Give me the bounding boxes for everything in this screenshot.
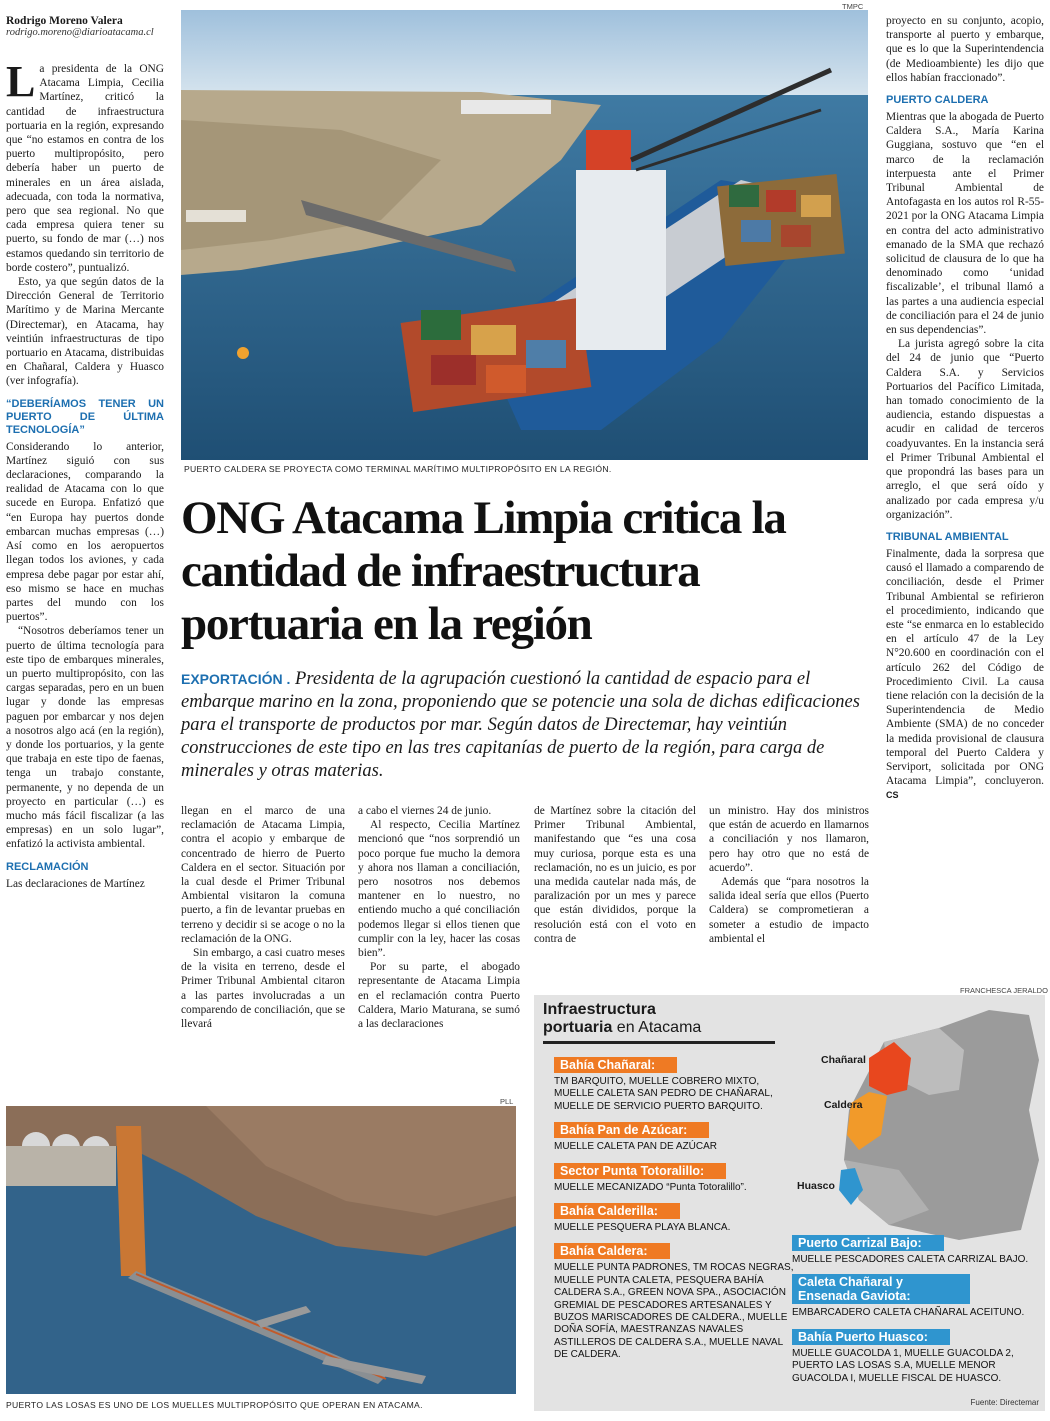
port-title: Bahía Puerto Huasco: (792, 1329, 950, 1345)
paragraph: Sin embargo, a casi cuatro meses de la visita en terreno, desde el Primer Tribunal Ambiental citaron a las partes involucradas a un comparendo de conciliación, que se llevará (181, 947, 345, 1031)
port-title: Sector Punta Totoralillo: (554, 1163, 726, 1179)
map-label-huasco: Huasco (797, 1180, 835, 1192)
article-column-3 (358, 804, 520, 1031)
port-text: MUELLE PESQUERA PLAYA BLANCA. (554, 1222, 731, 1234)
lead-text: Presidenta de la agrupación cuestionó la cantidad de espacio para el embarque marino en la zona, proponiendo que se potencie una sola de dichas edificaciones para el transporte de productos por mar. Según datos de Directemar, hay veintiún construcciones de este tipo en las tres capitanías de puerto de la región, para carga de minerales y otras materias. (181, 669, 860, 781)
infographic-right-list (792, 1234, 1032, 1393)
infographic (534, 995, 1045, 1411)
infographic-source: Fuente: Directemar (970, 1398, 1039, 1407)
paragraph: de Martínez sobre la citación del Primer Tribunal Ambiental, manifestando que “es una cosa muy curiosa, porque esta es una reclamación, no es un juicio, es por una medida cautelar nada más, de paralización por un mes y parece que están divididos, porque la resolución está con el voto en contra de (534, 805, 696, 945)
photo-puerto-caldera (181, 10, 868, 460)
map-label-caldera: Caldera (824, 1099, 863, 1111)
subheading: RECLAMACIÓN (6, 860, 89, 873)
paragraph: “Nosotros deberíamos tener un puerto de última tecnología para este tipo de embarques minerales, un puerto multipropósito, con las cargas separadas, pero en un buen lugar y donde las empresas paguen por embarcar y nos dejen a nosotros algo acá (en la región), y donde los portuarios, y la gente que trabaja en este tipo de faenas, tenga un trabajo constante, permanente, y no dependa de un proyecto en particular (…) es mucho más fácil fiscalizar (a las empresas) en un solo lugar”, enfatizó la activista ambiental. (6, 625, 164, 851)
drop-cap: L (6, 57, 36, 106)
paragraph: La jurista agregó sobre la cita del 24 de junio que “Puerto Caldera S.A. y Servicios Portuarios del Pacífico Limitada, han tomado conocimiento de la audiencia, estando dispuestas a acudir en calidad de terceros coadyuvantes. En la instancia será el Primer Tribunal Ambiental el que propondrá las bases para un arreglo, el que será oído y analizado por cada empresa y/u organización”. (886, 338, 1044, 521)
paragraph: Las declaraciones de Martínez (6, 877, 145, 890)
port-block-caleta-chanaral (792, 1274, 1032, 1319)
ship-photo-illustration (181, 10, 868, 460)
paragraph: Finalmente, dada la sorpresa que causó el llamado a comparendo de conciliación, desde el Primer Tribunal Ambiental se refirieron el procedimiento, indicando que este “se enmarca en lo establecido en el artículo 47 de la Ley N°20.600 en coordinación con el artículo 262 del Código de Procedimiento Civil. La causa tiene relación con la decisión de la Superintendencia de Medio Ambiente (SMA) de no conceder la medida provisional de clausura temporal del Puerto Caldera y Serviport, solicitada por ONG Atacama Limpia”, concluyeron. CS (886, 547, 1044, 801)
photo-credit: TMPC (842, 2, 864, 11)
atacama-map (789, 1000, 1045, 1240)
photo-caption: PUERTO LAS LOSAS ES UNO DE LOS MUELLES MULTIPROPÓSITO QUE OPERAN EN ATACAMA. (6, 1400, 423, 1410)
port-title: Bahía Pan de Azúcar: (554, 1122, 709, 1138)
port-text: MUELLE MECANIZADO “Punta Totoralillo”. (554, 1181, 747, 1193)
paragraph: proyecto en su conjunto, acopio, transporte al puerto y embarque, que es lo que la Superintendencia (de Medioambiente) les dijo que ellos habían fraccionado”. (886, 15, 1044, 84)
byline (6, 15, 166, 38)
port-text: MUELLE PUNTA PADRONES, TM ROCAS NEGRAS, MUELLE PUNTA CALETA, PESQUERA BAHÍA CALDERA S.A., GREEN NOVA SPA., ASOCIACIÓN GREMIAL DE PESCADORES ARTESANALES Y BUZOS MARISCADORES DE CALDERA., MUELLE DOÑA SOFÍA, MAESTRANZAS NAVALES ASTILLEROS DE CALDERA S.A., MUELLE NAVAL DE CALDERA. (554, 1262, 794, 1361)
port-block-punta-totoralillo (554, 1162, 794, 1194)
port-text: MUELLE CALETA PAN DE AZÚCAR (554, 1141, 718, 1153)
paragraph: Al respecto, Cecilia Martínez mencionó que “nos sorprendió un poco porque fue mucho la demora y ahora nos llaman a conciliación, pero nosotros nos debemos mantener en lo nuestro, no entiendo mucho a qué conciliación podemos llegar si ellos tienen que cumplir con la ley, hacer las cosas bien”. (358, 819, 520, 960)
infographic-left-list (554, 1056, 794, 1370)
article-column-4 (534, 804, 696, 946)
author-email[interactable]: rodrigo.moreno@diarioatacama.cl (6, 27, 154, 38)
end-mark: CS (886, 790, 899, 801)
author-name: Rodrigo Moreno Valera (6, 15, 123, 27)
map-label-chanaral: Chañaral (821, 1054, 866, 1066)
photo-puerto-las-losas (6, 1106, 516, 1394)
port-block-bahia-caldera (554, 1242, 794, 1361)
paragraph: a cabo el viernes 24 de junio. (358, 805, 492, 817)
infographic-title: Infraestructura portuaria en Atacama (543, 1001, 788, 1044)
paragraph: Considerando lo anterior, Martínez siguió con sus declaraciones, comparando la realidad de Atacama con lo que sucede en Europa. Enfatizó que “en Europa hay puertos donde embarcan muchas empresas (…) Así como en los aeropuertos llegan todos los aviones, y cada empresa debe pagar por estar ahí, eso mismo se hace en muchas partes del mundo con los puertos”. (6, 440, 164, 624)
article-column-2 (181, 804, 345, 1031)
subheading: PUERTO CALDERA (886, 94, 989, 107)
paragraph: Además que “para nosotros la salida ideal sería que ellos (Puerto Caldera) se comprometieran a someter a estudio de impacto ambiental el (709, 876, 869, 945)
port-block-bahia-chanaral (554, 1056, 794, 1113)
port-title: Puerto Carrizal Bajo: (792, 1235, 944, 1251)
port-block-carrizal-bajo (792, 1234, 1032, 1266)
port-text: TM BARQUITO, MUELLE COBRERO MIXTO, MUELLE CALETA SAN PEDRO DE CHAÑARAL, MUELLE DE SERVICIO PUERTO BARQUITO. (554, 1076, 773, 1112)
article-column-right (886, 14, 1044, 803)
paragraph: Por su parte, el abogado representante de Atacama Limpia en el reclamación contra Puerto Caldera, Mario Maturana, se sumó a las declaraciones (358, 961, 520, 1031)
port-block-pan-de-azucar (554, 1121, 794, 1153)
paragraph: Mientras que la abogada de Puerto Caldera S.A., María Karina Guggiana, sostuvo que “en el marco de la reclamación interpuesta ante el Primer Tribunal Ambiental de Antofagasta en los autos rol R-55-2021 por la ONG Atacama Limpia en contra del acto administrativo emanado de la SMA que rechazó solicitud de clausura de lo que ha denominado como ‘unidad fiscalizable’, el tribunal llamó a las partes a una audiencia especial de conciliación para el 24 de junio en sus dependencias”. (886, 111, 1044, 337)
port-text: EMBARCADERO CALETA CHAÑARAL ACEITUNO. (792, 1307, 1025, 1319)
photo-caption: PUERTO CALDERA SE PROYECTA COMO TERMINAL MARÍTIMO MULTIPROPÓSITO EN LA REGIÓN. (184, 464, 612, 474)
pier-photo-illustration (6, 1106, 516, 1394)
subheading: TRIBUNAL AMBIENTAL (886, 530, 1009, 543)
port-block-puerto-huasco (792, 1328, 1032, 1385)
port-block-calderilla (554, 1202, 794, 1234)
paragraph: Esto, ya que según datos de la Dirección General de Territorio Marítimo y de Marina Mercante (Directemar), en Atacama, hay veintiún infraestructuras de tipo portuario en Atacama, distribuidas en Chañaral, Caldera y Huasco (ver infografía). (6, 276, 164, 388)
infographic-credit: FRANCHESCA JERALDO (960, 986, 1048, 995)
photo-credit: PLL (500, 1097, 514, 1106)
subheading: “DEBERÍAMOS TENER UN PUERTO DE ÚLTIMA TECNOLOGÍA” (6, 397, 164, 436)
article-column-5 (709, 804, 869, 946)
port-title: Caleta Chañaral y Ensenada Gaviota: (792, 1274, 970, 1304)
paragraph: llegan en el marco de una reclamación de Atacama Limpia, contra el acopio y embarque de concentrado de hierro de Puerto Caldera en el sector. Situación por la cual desde el Primer Tribunal Ambiental visitaron la comuna puerto, a fin de levantar pruebas en terreno y decidir si se acoge o no la reclamación de la ONG. (181, 805, 345, 945)
port-text: MUELLE GUACOLDA 1, MUELLE GUACOLDA 2, PUERTO LAS LOSAS S.A, MUELLE MENOR GUACOLDA I, MUELLE FISCAL DE HUASCO. (792, 1347, 1014, 1384)
article-column-1 (6, 57, 164, 891)
lead-paragraph (181, 668, 871, 783)
port-title: Bahía Caldera: (554, 1243, 670, 1259)
port-title: Bahía Calderilla: (554, 1203, 680, 1219)
headline: ONG Atacama Limpia critica la cantidad de infraestructura portuaria en la región (181, 492, 786, 650)
port-text: MUELLE PESCADORES CALETA CARRIZAL BAJO. (792, 1254, 1029, 1265)
paragraph: un ministro. Hay dos ministros que están de acuerdo en llamarnos a conciliación y nos llamaron, pero hay otro que no está de acuerdo”. (709, 805, 869, 874)
paragraph: La presidenta de la ONG Atacama Limpia, Cecilia Martínez, criticó la cantidad de infraestructura portuaria en la región, expresando que “no estamos en contra de los puerto multipropósito, pero debería haber un puerto de minerales en un área aislada, adecuada, con toda la normativa, pero que sea regional. No que cada empresa quiera tener su puerto, su fondo de mar (…) nos estamos quedando sin territorio de borde costero”, puntualizó. (6, 57, 164, 274)
port-title: Bahía Chañaral: (554, 1057, 677, 1073)
kicker: EXPORTACIÓN . (181, 671, 291, 687)
